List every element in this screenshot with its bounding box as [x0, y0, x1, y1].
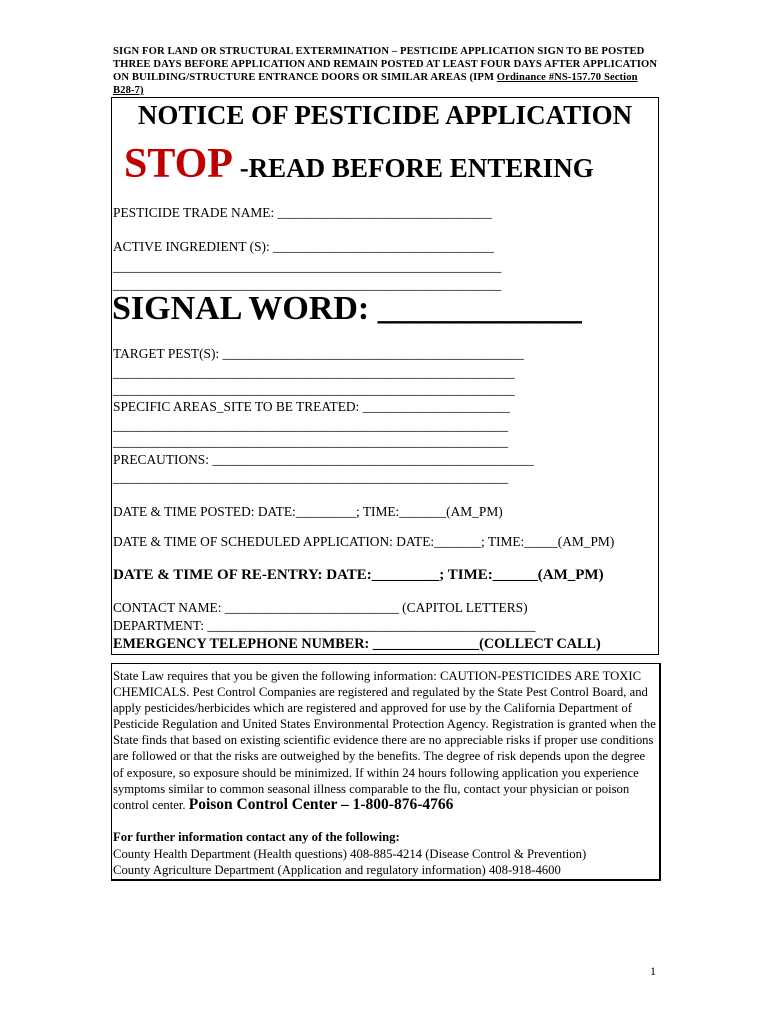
- contact-name-field: CONTACT NAME: __________________________ (CAPITOL LETTERS): [113, 600, 528, 615]
- signal-word-field: SIGNAL WORD: ____________: [112, 290, 582, 327]
- target-pest-line: ____________________________________________________________: [113, 382, 515, 397]
- county-health-contact: County Health Department (Health questions) 408-885-4214 (Disease Control & Prevention): [113, 847, 587, 861]
- further-info-heading: For further information contact any of the following:: [113, 830, 400, 844]
- posting-instructions: [113, 45, 658, 97]
- page-number: 1: [650, 964, 656, 978]
- posting-instructions-text: SIGN FOR LAND OR STRUCTURAL EXTERMINATION – PESTICIDE APPLICATION SIGN TO BE POSTED THREE DAYS BEFORE APPLICATION AND REMAIN POSTED AT LEAST FOUR DAYS AFTER APPLICATION ON BUILDING/STRUCTURE ENTRANCE DOORS OR SIMILAR AREAS (IPM: [113, 46, 658, 83]
- legal-info-paragraph: [113, 668, 657, 813]
- ordinance-reference: Ordinance #NS-157.70 Section B28-7): [113, 72, 638, 96]
- poison-control-number: Poison Control Center – 1-800-876-4766: [188, 795, 454, 813]
- department-field: DEPARTMENT: _________________________________________________: [113, 618, 536, 633]
- legal-info-text: State Law requires that you be given the following information: CAUTION-PESTICIDES ARE TOXIC CHEMICALS. Pest Control Companies are registered and regulated by the State Pest Control Board, and apply pesticides/herbicides which are registered and approved for use by the California Department of Pesticide Regulation and United States Environmental Protection Agency. Registration is granted when the State finds that based on existing scientific evidence there are no appreciable risks if proper use conditions are followed or that the risks are outweighed by the benefits. The degree of risk depends upon the degree of exposure, so exposure should be minimized. If within 24 hours following application you experience symptoms similar to common seasonal illness comparable to the flu, contact your physician or poison control center.: [113, 669, 656, 812]
- target-pest-field: TARGET PEST(S): _____________________________________________: [113, 346, 524, 361]
- stop-line: [124, 140, 594, 188]
- notice-title: NOTICE OF PESTICIDE APPLICATION: [137, 100, 633, 130]
- notice-form-box: [111, 97, 659, 655]
- specific-areas-field: SPECIFIC AREAS_SITE TO BE TREATED: ______________________: [113, 399, 510, 414]
- legal-info-box: [111, 663, 661, 881]
- target-pest-line: ____________________________________________________________: [113, 365, 515, 380]
- stop-word: STOP: [124, 141, 233, 187]
- date-posted-field: DATE & TIME POSTED: DATE:_________; TIME:_______(AM_PM): [113, 504, 503, 519]
- active-ingredient-field: ACTIVE INGREDIENT (S): _________________________________: [113, 239, 494, 254]
- emergency-phone-field: EMERGENCY TELEPHONE NUMBER: _______________(COLLECT CALL): [113, 636, 601, 652]
- active-ingredient-line: __________________________________________________________: [113, 259, 502, 274]
- specific-areas-line: ___________________________________________________________: [113, 418, 509, 433]
- trade-name-field: PESTICIDE TRADE NAME: ________________________________: [113, 205, 492, 220]
- date-scheduled-field: DATE & TIME OF SCHEDULED APPLICATION: DATE:_______; TIME:_____(AM_PM): [113, 534, 615, 549]
- date-reentry-field: DATE & TIME OF RE-ENTRY: DATE:_________; TIME:______(AM_PM): [113, 567, 604, 583]
- precautions-field: PRECAUTIONS: ________________________________________________: [113, 452, 534, 467]
- specific-areas-line: ___________________________________________________________: [113, 434, 509, 449]
- active-ingredient-line: __________________________________________________________: [113, 277, 502, 292]
- read-before-entering: -READ BEFORE ENTERING: [232, 153, 594, 183]
- county-agriculture-contact: County Agriculture Department (Application and regulatory information) 408-918-4600: [113, 863, 561, 877]
- precautions-line: ___________________________________________________________: [113, 470, 509, 485]
